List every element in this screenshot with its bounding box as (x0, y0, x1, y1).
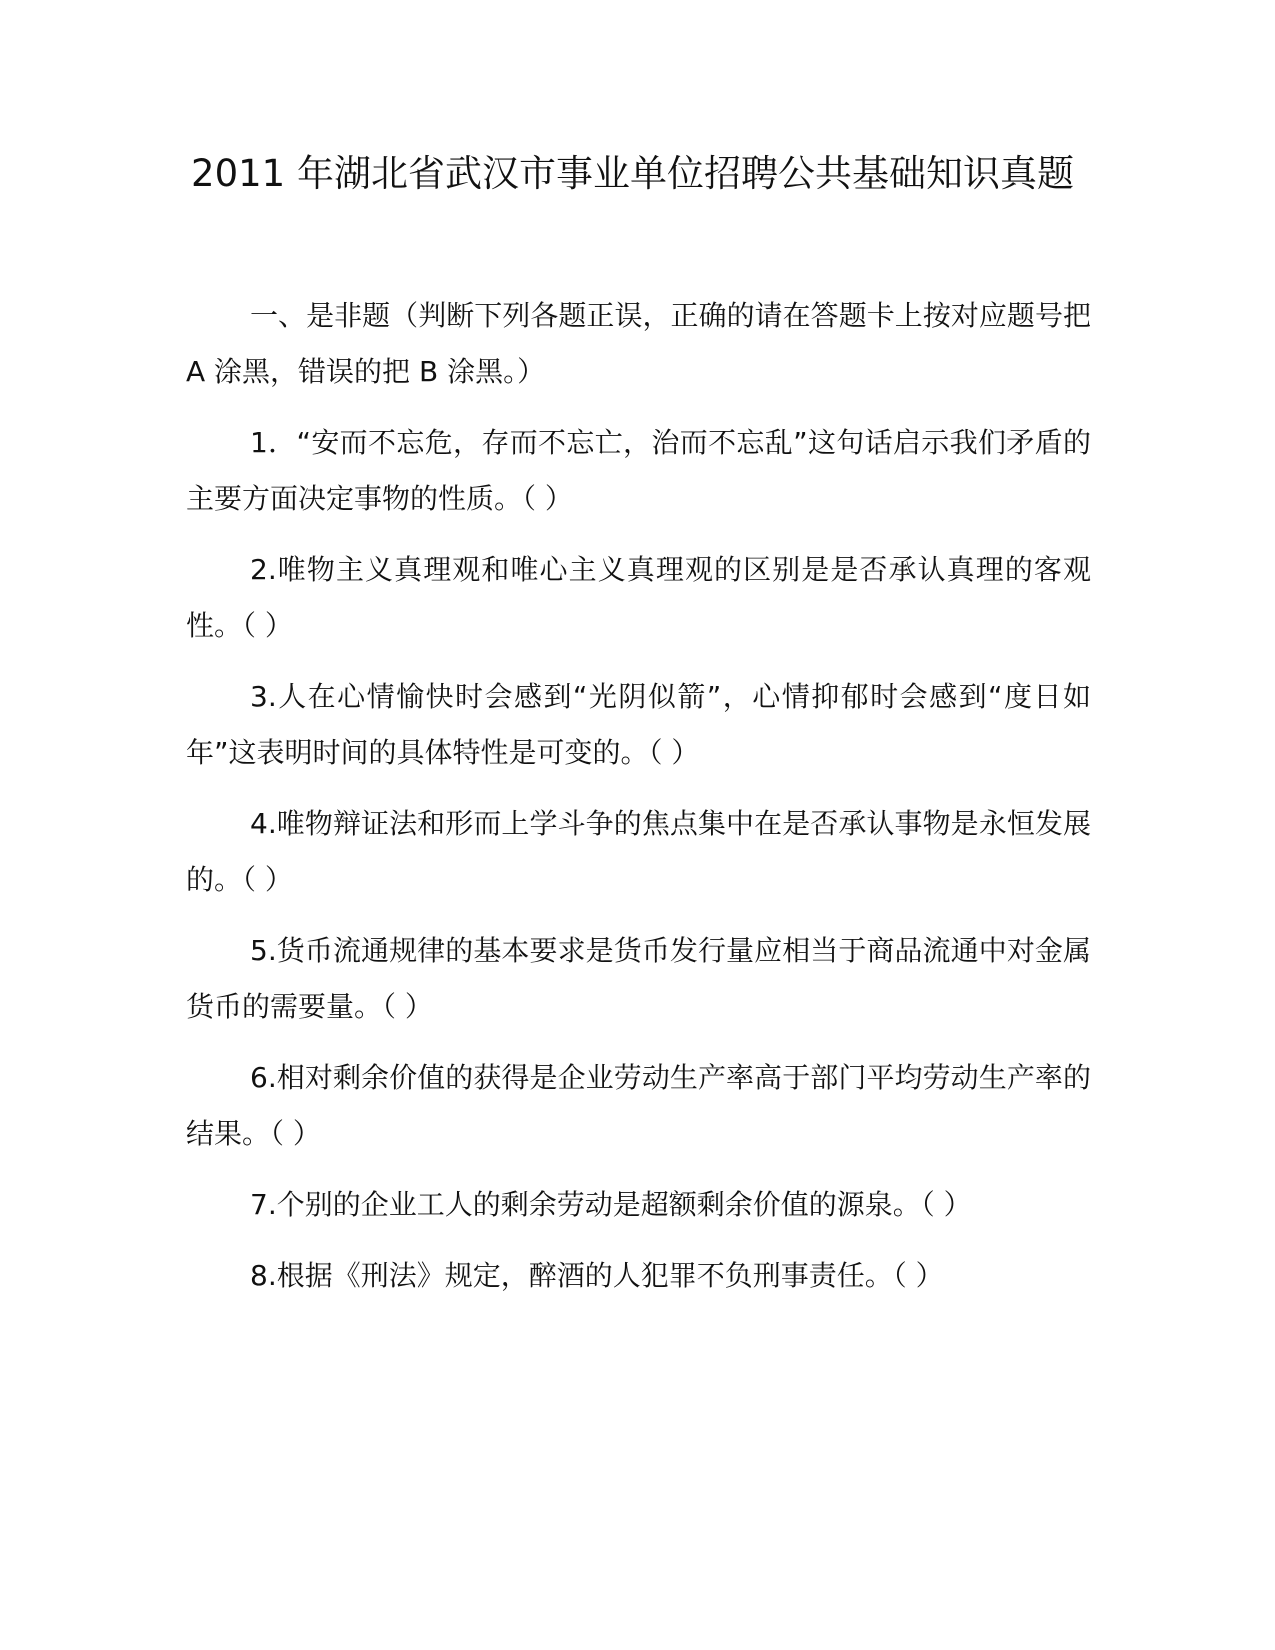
question-8: 8.根据《刑法》规定，醉酒的人犯罪不负刑事责任。（ ） (250, 1259, 944, 1292)
document-body (186, 288, 1091, 1319)
question-3: 3.人在心情愉快时会感到“光阴似箭”，心情抑郁时会感到“度日如年”这表明时间的具体特性是可变的。（ ） (186, 680, 1091, 769)
question-4: 4.唯物辩证法和形而上学斗争的焦点集中在是否承认事物是永恒发展的。（ ） (186, 807, 1091, 896)
question-6: 6.相对剩余价值的获得是企业劳动生产率高于部门平均劳动生产率的结果。（ ） (186, 1061, 1091, 1150)
section-heading: 一、是非题（判断下列各题正误，正确的请在答题卡上按对应题号把 A 涂黑，错误的把 B 涂黑。） (186, 299, 1091, 388)
question-7: 7.个别的企业工人的剩余劳动是超额剩余价值的源泉。（ ） (250, 1188, 972, 1221)
question-2: 2.唯物主义真理观和唯心主义真理观的区别是是否承认真理的客观性。（ ） (186, 553, 1091, 642)
page-title: 2011 年湖北省武汉市事业单位招聘公共基础知识真题 (191, 152, 1074, 195)
question-1: 1．“安而不忘危，存而不忘亡，治而不忘乱”这句话启示我们矛盾的主要方面决定事物的性质。（ ） (186, 426, 1091, 515)
question-5: 5.货币流通规律的基本要求是货币发行量应相当于商品流通中对金属货币的需要量。（ ） (186, 934, 1091, 1023)
